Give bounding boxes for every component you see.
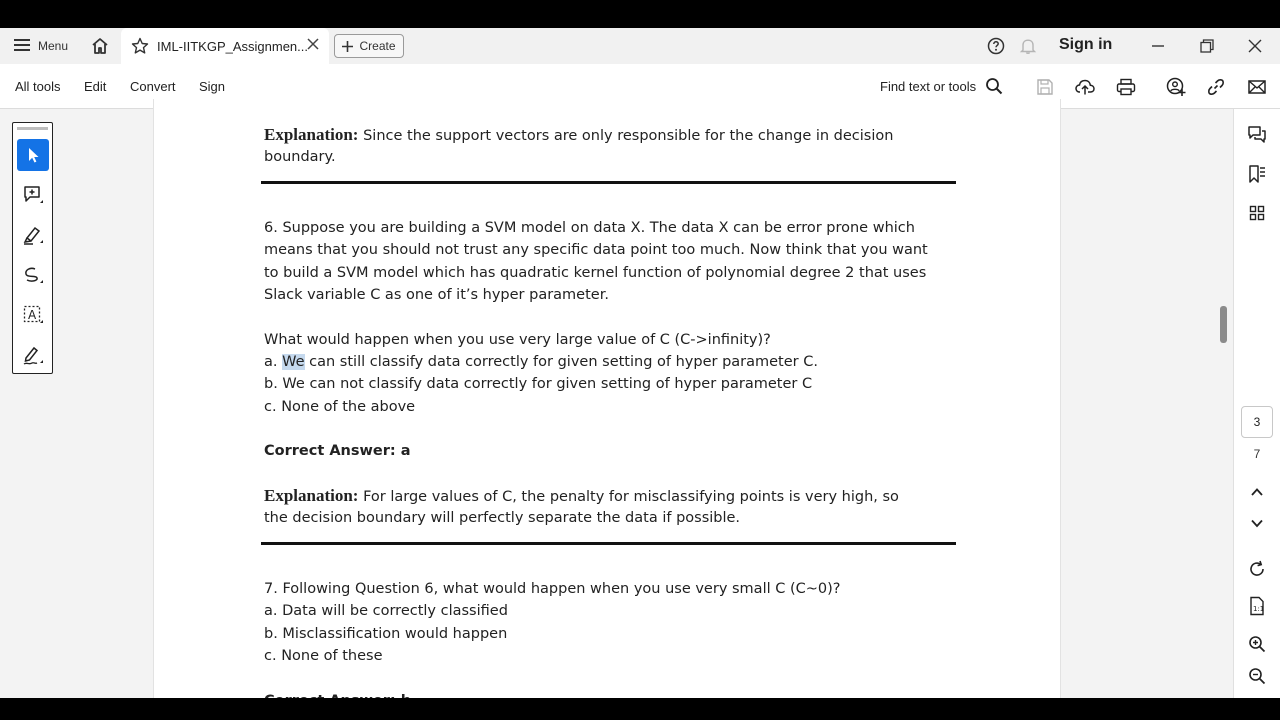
upload-button[interactable] — [1074, 76, 1096, 98]
freehand-draw-icon — [22, 264, 44, 286]
menu-label: Menu — [38, 39, 69, 53]
comments-icon — [1247, 125, 1267, 145]
thumbnails-panel-button[interactable] — [1246, 202, 1268, 224]
rotate-icon — [1248, 560, 1266, 578]
question-6-line-3: to build a SVM model which has quadratic kernel function of polynomial degree 2 that uses — [264, 265, 927, 281]
cloud-upload-icon — [1075, 78, 1095, 96]
explanation-5-text: Since the support vectors are only responsible for the change in decision — [363, 128, 894, 144]
fit-page-button[interactable] — [1246, 595, 1268, 617]
text-box-icon — [22, 304, 44, 326]
explanation-5-line-1 — [264, 124, 893, 147]
chevron-down-icon — [1250, 516, 1264, 530]
total-pages: 7 — [1253, 447, 1261, 461]
question-7-option-c: c. None of these — [264, 648, 383, 664]
convert-button[interactable]: Convert — [130, 79, 176, 94]
grid-icon — [1249, 205, 1265, 221]
tab-close-button[interactable] — [307, 37, 319, 55]
question-6-answer: Correct Answer: a — [264, 443, 411, 459]
print-icon — [1116, 78, 1136, 96]
pdf-page — [153, 99, 1061, 719]
create-button[interactable] — [334, 34, 404, 58]
home-button[interactable] — [90, 36, 110, 56]
explanation-6-line-1 — [264, 485, 899, 508]
explanation-6-line-2: the decision boundary will perfectly separate the data if possible. — [264, 510, 741, 526]
close-icon — [307, 38, 319, 50]
letterbox-bottom — [0, 698, 1280, 720]
option-a-prefix: a. — [264, 354, 283, 370]
separator-rule — [261, 181, 956, 184]
save-icon — [1036, 78, 1054, 96]
question-6-line-4: Slack variable C as one of it’s hyper parameter. — [264, 287, 609, 303]
highlighter-icon — [22, 224, 44, 246]
close-icon — [1248, 39, 1262, 53]
help-icon — [987, 37, 1005, 55]
menu-button[interactable] — [14, 36, 68, 56]
hamburger-icon — [14, 38, 30, 55]
edit-button[interactable]: Edit — [84, 79, 107, 94]
minimize-icon — [1151, 39, 1165, 53]
link-button[interactable] — [1205, 76, 1227, 98]
explanation-5-label: Explanation: — [264, 125, 359, 144]
plus-icon — [342, 41, 353, 52]
previous-page-button[interactable] — [1246, 481, 1268, 503]
question-6-option-c: c. None of the above — [264, 399, 416, 415]
tab-bar — [0, 28, 1280, 64]
home-icon — [91, 37, 109, 55]
zoom-out-icon — [1248, 667, 1266, 685]
current-page-input[interactable]: 3 — [1241, 406, 1273, 438]
explanation-6-text: For large values of C, the penalty for misclassifying points is very high, so — [363, 489, 899, 505]
select-tool[interactable] — [17, 139, 49, 171]
search-button[interactable] — [984, 76, 1004, 96]
rotate-button[interactable] — [1246, 558, 1268, 580]
question-7-prompt: 7. Following Question 6, what would happen when you use very small C (C~0)? — [264, 581, 841, 597]
sign-in-button[interactable]: Sign in — [1059, 36, 1113, 53]
zoom-in-icon — [1248, 635, 1266, 653]
restore-button[interactable] — [1197, 36, 1217, 56]
text-tool[interactable] — [17, 299, 49, 331]
search-icon — [985, 77, 1003, 95]
separator-rule — [261, 542, 956, 545]
question-6-option-a[interactable] — [264, 351, 818, 373]
add-comment-tool[interactable] — [17, 179, 49, 211]
signature-tool[interactable] — [17, 339, 49, 371]
share-people-button[interactable] — [1165, 76, 1187, 98]
question-7-option-a: a. Data will be correctly classified — [264, 603, 508, 619]
comment-add-icon — [22, 184, 44, 206]
draw-tool[interactable] — [17, 259, 49, 291]
email-button[interactable] — [1246, 76, 1268, 98]
zoom-out-button[interactable] — [1246, 665, 1268, 687]
document-tab[interactable] — [121, 28, 329, 64]
svg-text:1:1: 1:1 — [1253, 605, 1265, 613]
highlight-tool[interactable] — [17, 219, 49, 251]
panel-grip[interactable] — [17, 127, 48, 130]
comments-panel-button[interactable] — [1246, 124, 1268, 146]
pen-sign-icon — [22, 344, 44, 366]
save-button[interactable] — [1034, 76, 1056, 98]
create-label: Create — [359, 39, 396, 53]
selected-text[interactable]: We — [282, 354, 305, 370]
question-6-prompt: What would happen when you use very large value of C (C->infinity)? — [264, 332, 771, 348]
star-icon[interactable] — [131, 37, 149, 55]
explanation-6-label: Explanation: — [264, 486, 359, 505]
bookmark-list-icon — [1247, 164, 1267, 184]
right-sidebar — [1233, 109, 1280, 698]
quick-tools-panel — [12, 122, 53, 374]
option-a-text: can still classify data correctly for given setting of hyper parameter C. — [304, 354, 818, 370]
document-workspace — [0, 109, 1280, 698]
chevron-up-icon — [1250, 485, 1264, 499]
question-6-line-2: means that you should not trust any specific data point too much. Now think that you want — [264, 242, 928, 258]
all-tools-button[interactable]: All tools — [15, 79, 61, 94]
svg-text:A: A — [28, 308, 37, 322]
mail-icon — [1248, 79, 1266, 95]
minimize-button[interactable] — [1148, 36, 1168, 56]
print-button[interactable] — [1115, 76, 1137, 98]
page-fit-icon — [1248, 596, 1266, 616]
question-7-option-b: b. Misclassification would happen — [264, 626, 508, 642]
sign-button[interactable]: Sign — [199, 79, 226, 94]
explanation-5-line-2: boundary. — [264, 149, 336, 165]
next-page-button[interactable] — [1246, 512, 1268, 534]
find-text-button[interactable]: Find text or tools — [880, 79, 977, 94]
bookmarks-panel-button[interactable] — [1246, 163, 1268, 185]
cursor-arrow-icon — [25, 146, 41, 164]
question-6-option-b: b. We can not classify data correctly for given setting of hyper parameter C — [264, 376, 813, 392]
link-icon — [1207, 78, 1225, 96]
restore-icon — [1200, 39, 1214, 53]
window-close-button[interactable] — [1245, 36, 1265, 56]
notifications-button[interactable] — [1018, 36, 1038, 56]
tab-title: IML-IITKGP_Assignmen... — [157, 38, 308, 54]
bell-icon — [1019, 37, 1037, 55]
zoom-in-button[interactable] — [1246, 633, 1268, 655]
help-button[interactable] — [986, 36, 1006, 56]
vertical-scrollbar-thumb[interactable] — [1220, 306, 1227, 343]
add-person-icon — [1166, 77, 1186, 97]
question-6-line-1: 6. Suppose you are building a SVM model on data X. The data X can be error prone which — [264, 220, 915, 236]
